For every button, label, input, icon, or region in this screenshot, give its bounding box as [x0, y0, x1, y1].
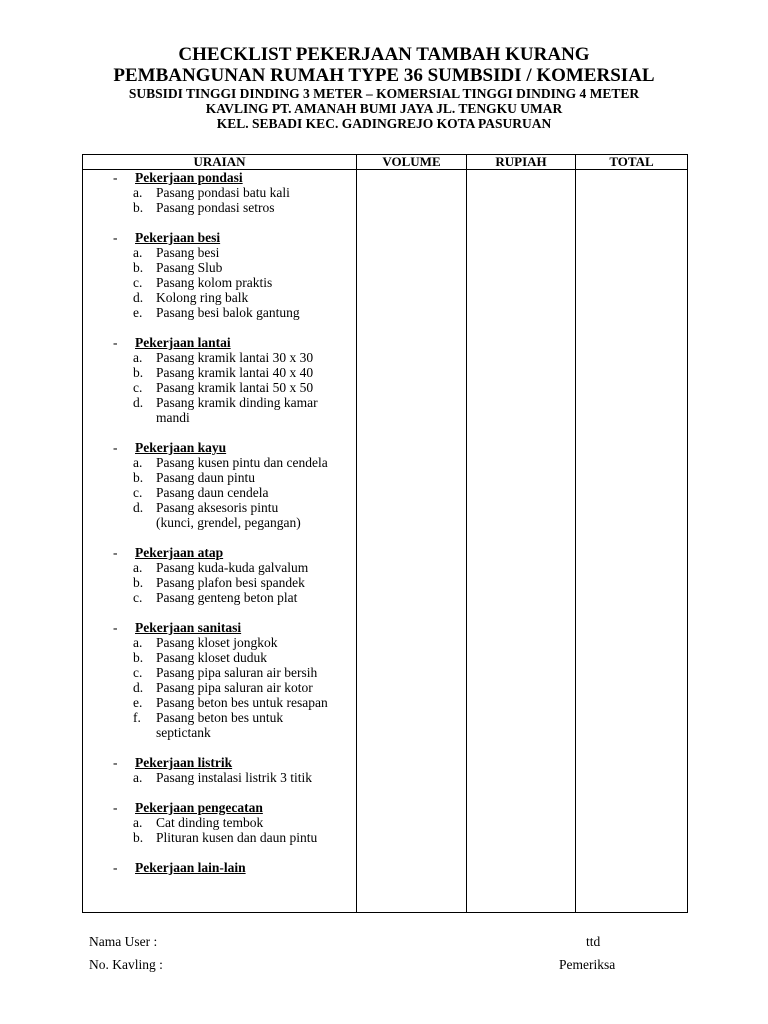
section-title: Pekerjaan lain-lain — [135, 860, 246, 875]
item-text: Pasang kuda-kuda galvalum — [156, 560, 309, 575]
item-letter: d. — [133, 500, 144, 515]
section-heading — [83, 800, 356, 815]
section-heading — [83, 170, 356, 185]
section-dash-marker: - — [113, 230, 118, 245]
work-section — [83, 755, 356, 785]
item-letter: a. — [133, 455, 143, 470]
section-title: Pekerjaan pengecatan — [135, 800, 263, 815]
ttd-label: ttd — [586, 934, 601, 949]
total-cell[interactable] — [576, 170, 688, 913]
section-title: Pekerjaan atap — [135, 545, 224, 560]
item-text: Pasang beton bes untuk resapan — [156, 695, 328, 710]
item-text: Pasang kramik lantai 40 x 40 — [156, 365, 314, 380]
item-letter: b. — [133, 650, 144, 665]
section-heading — [83, 335, 356, 350]
list-item — [83, 815, 356, 830]
list-item — [83, 650, 356, 665]
subtitle-line-2: KAVLING PT. AMANAH BUMI JAYA JL. TENGKU UMAR — [205, 101, 563, 116]
section-title: Pekerjaan sanitasi — [135, 620, 242, 635]
item-letter: b. — [133, 830, 144, 845]
item-continuation: mandi — [156, 410, 190, 425]
section-spacer — [83, 605, 356, 620]
section-dash-marker: - — [113, 860, 118, 875]
section-heading — [83, 860, 356, 875]
section-dash-marker: - — [113, 440, 118, 455]
table-body-row — [83, 170, 688, 913]
list-item — [83, 350, 356, 365]
list-item — [83, 635, 356, 650]
section-dash-marker: - — [113, 755, 118, 770]
section-dash-marker: - — [113, 170, 118, 185]
table-header-row — [83, 155, 688, 170]
item-letter: a. — [133, 245, 143, 260]
volume-cell[interactable] — [357, 170, 467, 913]
item-text: Pasang aksesoris pintu — [156, 500, 279, 515]
item-letter: b. — [133, 365, 144, 380]
list-item — [83, 710, 356, 725]
section-title: Pekerjaan kayu — [135, 440, 227, 455]
work-section — [83, 800, 356, 845]
item-text: Pasang kloset duduk — [156, 650, 267, 665]
list-item — [83, 590, 356, 605]
section-title: Pekerjaan besi — [135, 230, 221, 245]
item-letter: e. — [133, 695, 143, 710]
section-dash-marker: - — [113, 545, 118, 560]
no-kavling-label: No. Kavling : — [89, 957, 163, 972]
section-dash-marker: - — [113, 800, 118, 815]
item-text: Pasang kusen pintu dan cendela — [156, 455, 328, 470]
work-section — [83, 620, 356, 740]
list-item — [83, 560, 356, 575]
subtitle-line-3: KEL. SEBADI KEC. GADINGREJO KOTA PASURUAN — [216, 116, 552, 131]
item-letter: b. — [133, 260, 144, 275]
item-letter: a. — [133, 770, 143, 785]
list-item — [83, 275, 356, 290]
checklist-table — [82, 154, 688, 913]
item-letter: c. — [133, 485, 143, 500]
item-letter: a. — [133, 185, 143, 200]
section-spacer — [83, 425, 356, 440]
list-item — [83, 470, 356, 485]
work-section — [83, 545, 356, 605]
item-letter: b. — [133, 470, 144, 485]
list-item — [83, 260, 356, 275]
section-spacer — [83, 215, 356, 230]
list-item — [83, 365, 356, 380]
item-text: Pasang kramik lantai 30 x 30 — [156, 350, 314, 365]
section-title: Pekerjaan lantai — [135, 335, 231, 350]
item-continuation: septictank — [156, 725, 211, 740]
uraian-cell — [83, 170, 357, 913]
item-text: Pasang kramik dinding kamar — [156, 395, 318, 410]
column-header-uraian: URAIAN — [83, 155, 357, 170]
item-text: Pasang besi — [156, 245, 220, 260]
item-letter: a. — [133, 635, 143, 650]
item-letter: c. — [133, 380, 143, 395]
item-letter: b. — [133, 575, 144, 590]
item-text: Pasang pipa saluran air bersih — [156, 665, 318, 680]
list-item — [83, 695, 356, 710]
item-text: Pasang besi balok gantung — [156, 305, 300, 320]
item-text: Pasang pondasi batu kali — [156, 185, 290, 200]
section-dash-marker: - — [113, 620, 118, 635]
work-section — [83, 230, 356, 320]
document-header — [0, 44, 768, 131]
list-item — [83, 830, 356, 845]
title-line-2: PEMBANGUNAN RUMAH TYPE 36 SUMBSIDI / KOMERSIAL — [113, 65, 655, 86]
list-item — [83, 380, 356, 395]
item-letter: c. — [133, 665, 143, 680]
work-section — [83, 440, 356, 530]
item-text: Pasang kramik lantai 50 x 50 — [156, 380, 314, 395]
list-item — [83, 305, 356, 320]
item-text: Pasang plafon besi spandek — [156, 575, 305, 590]
section-spacer — [83, 785, 356, 800]
item-continuation: (kunci, grendel, pegangan) — [156, 515, 301, 530]
work-section — [83, 335, 356, 425]
title-line-1: CHECKLIST PEKERJAAN TAMBAH KURANG — [178, 44, 590, 65]
section-dash-marker: - — [113, 335, 118, 350]
list-item — [83, 395, 356, 410]
item-text: Pasang Slub — [156, 260, 223, 275]
work-section — [83, 170, 356, 215]
item-text: Pasang instalasi listrik 3 titik — [156, 770, 312, 785]
list-item — [83, 575, 356, 590]
item-letter: e. — [133, 305, 143, 320]
item-letter: d. — [133, 680, 144, 695]
column-header-volume: VOLUME — [357, 155, 467, 170]
list-item — [83, 200, 356, 215]
list-item — [83, 500, 356, 515]
subtitle-line-1: SUBSIDI TINGGI DINDING 3 METER – KOMERSIAL TINGGI DINDING 4 METER — [128, 86, 640, 101]
section-spacer — [83, 740, 356, 755]
list-item — [83, 485, 356, 500]
section-heading — [83, 230, 356, 245]
work-section — [83, 860, 356, 875]
item-text: Kolong ring balk — [156, 290, 249, 305]
item-text: Plituran kusen dan daun pintu — [156, 830, 318, 845]
section-spacer — [83, 845, 356, 860]
item-text: Pasang genteng beton plat — [156, 590, 298, 605]
section-heading — [83, 620, 356, 635]
item-text: Pasang kolom praktis — [156, 275, 273, 290]
list-item — [83, 245, 356, 260]
item-text: Cat dinding tembok — [156, 815, 264, 830]
column-header-total: TOTAL — [576, 155, 688, 170]
item-letter: c. — [133, 590, 143, 605]
list-item — [83, 455, 356, 470]
section-title: Pekerjaan listrik — [135, 755, 233, 770]
section-heading — [83, 440, 356, 455]
column-header-rupiah: RUPIAH — [467, 155, 576, 170]
list-item — [83, 770, 356, 785]
section-heading — [83, 755, 356, 770]
item-text: Pasang daun pintu — [156, 470, 255, 485]
item-text: Pasang kloset jongkok — [156, 635, 278, 650]
nama-user-label: Nama User : — [89, 934, 158, 949]
list-item — [83, 680, 356, 695]
list-item — [83, 185, 356, 200]
item-text: Pasang pipa saluran air kotor — [156, 680, 313, 695]
item-text: Pasang beton bes untuk — [156, 710, 284, 725]
item-letter: a. — [133, 560, 143, 575]
rupiah-cell[interactable] — [467, 170, 576, 913]
item-letter: b. — [133, 200, 144, 215]
item-letter: d. — [133, 395, 144, 410]
section-spacer — [83, 320, 356, 335]
item-letter: d. — [133, 290, 144, 305]
section-heading — [83, 545, 356, 560]
list-item — [83, 290, 356, 305]
section-spacer — [83, 530, 356, 545]
item-text: Pasang daun cendela — [156, 485, 269, 500]
item-letter: c. — [133, 275, 143, 290]
item-letter: a. — [133, 350, 143, 365]
item-letter: a. — [133, 815, 143, 830]
list-item — [83, 665, 356, 680]
section-title: Pekerjaan pondasi — [135, 170, 243, 185]
pemeriksa-label: Pemeriksa — [559, 957, 616, 972]
item-letter: f. — [133, 710, 141, 725]
item-text: Pasang pondasi setros — [156, 200, 275, 215]
